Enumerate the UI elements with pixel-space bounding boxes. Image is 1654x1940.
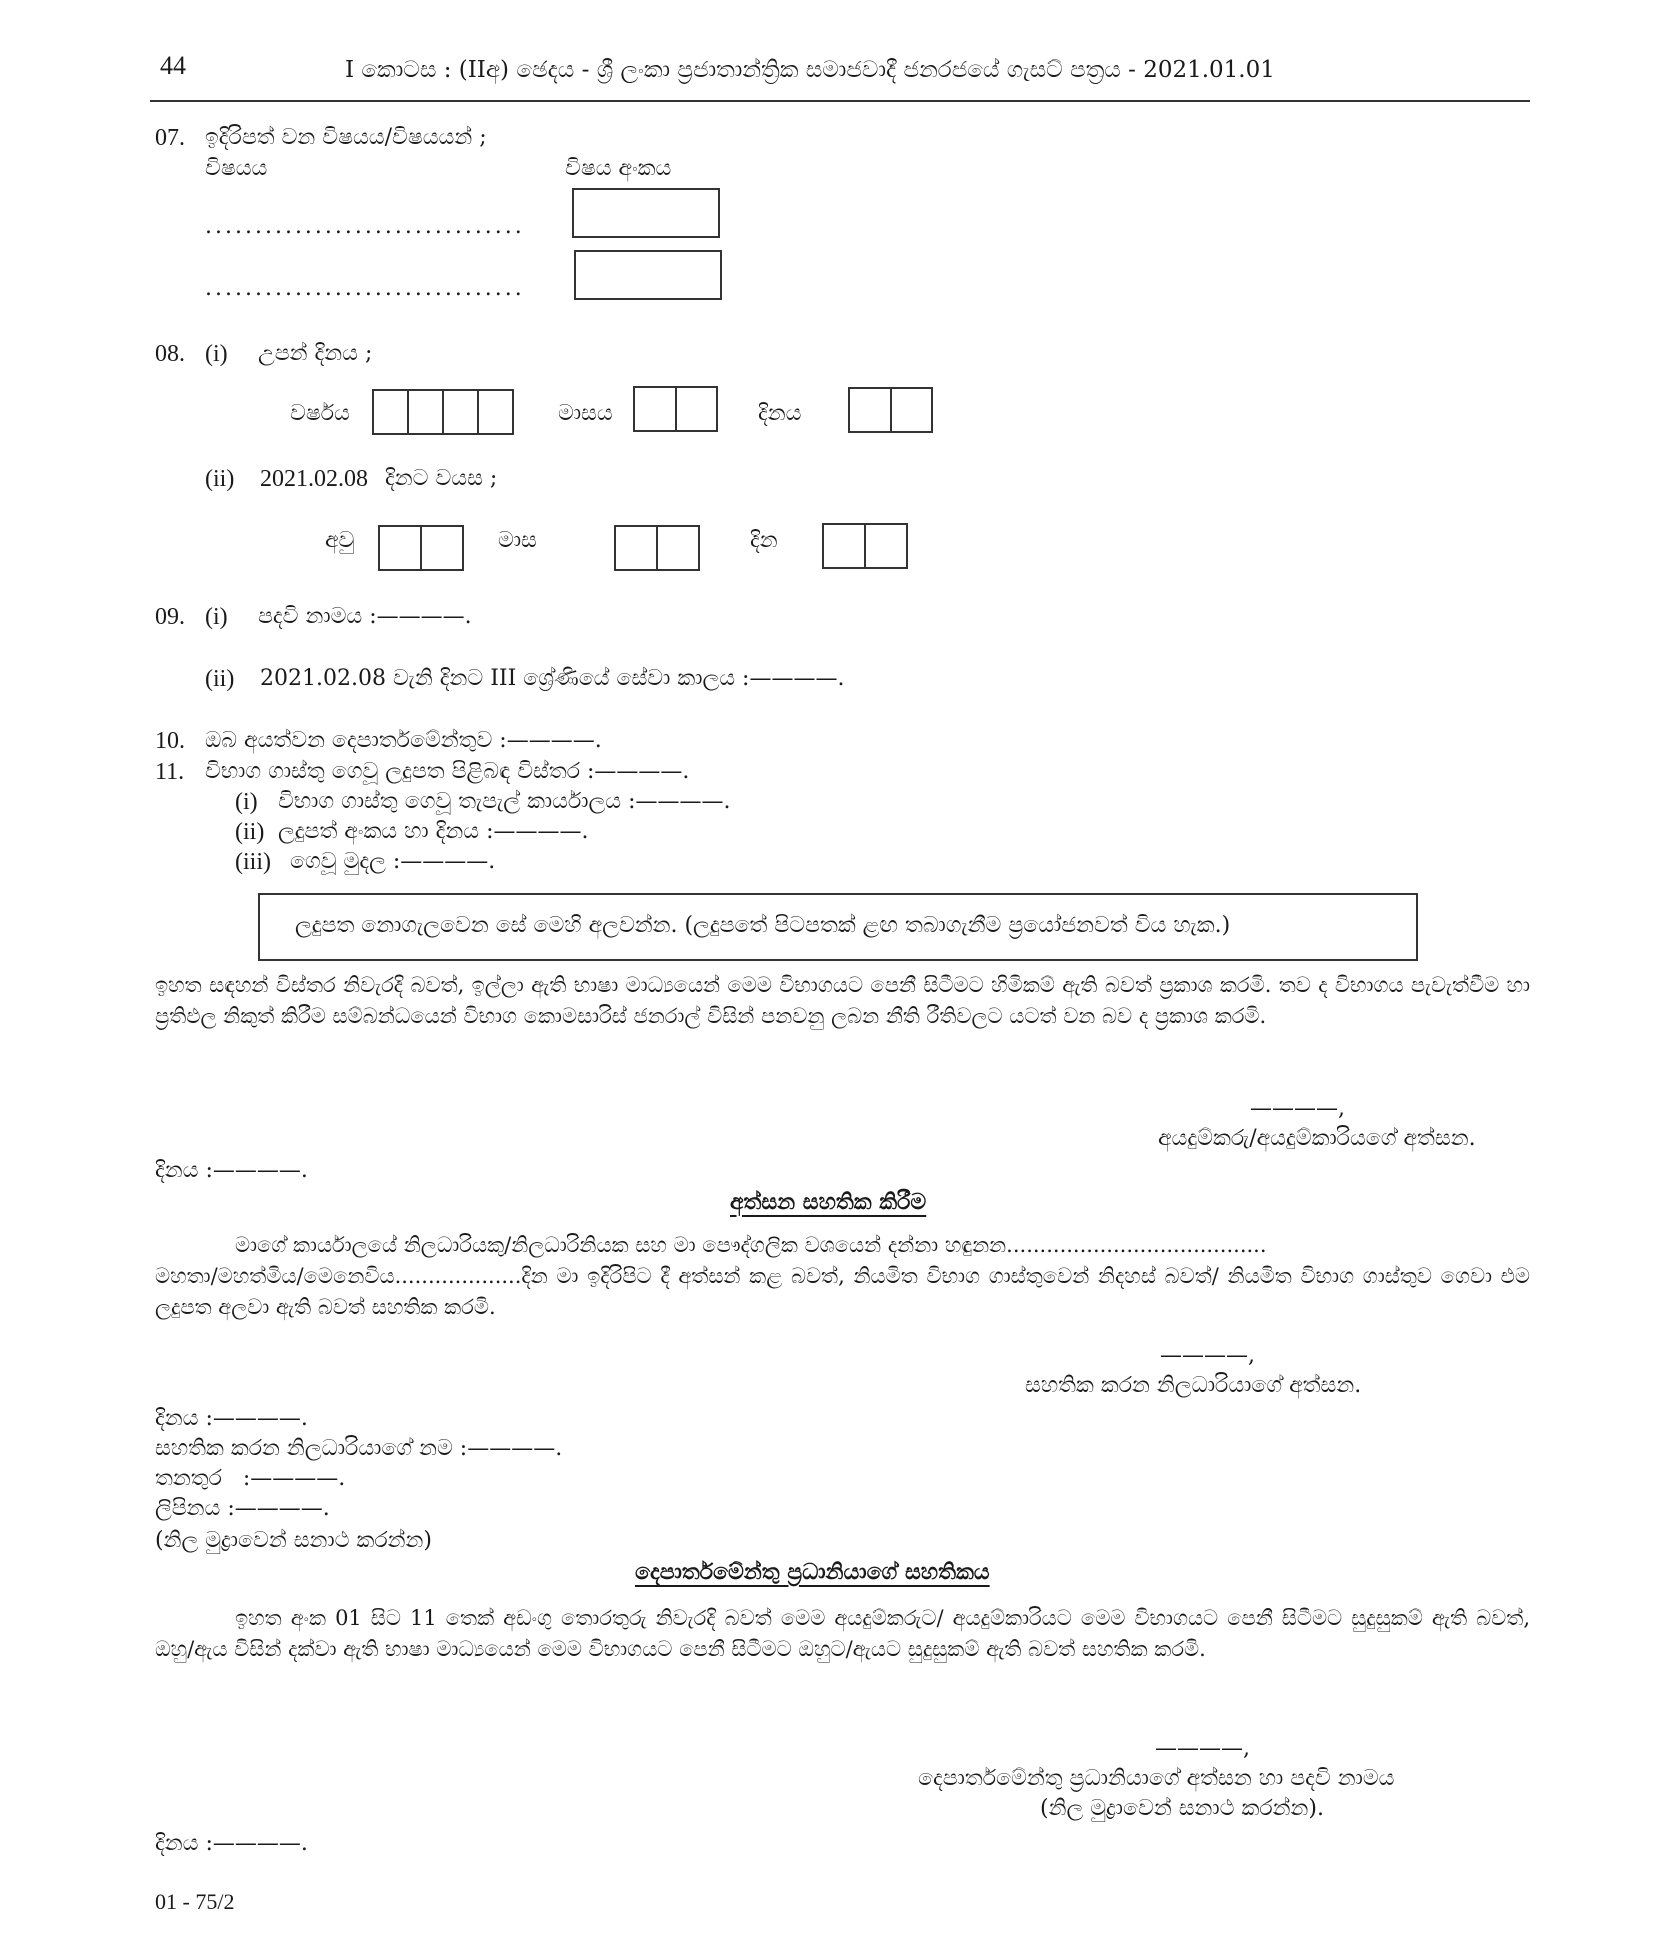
q07-subject-1-dots: ................................ xyxy=(205,214,525,239)
officer-date: දිනය :————. xyxy=(155,1406,308,1431)
head-certificate-heading: දෙපාර්තමේන්තු ප්‍රධානියාගේ සහතිකය xyxy=(635,1559,990,1585)
q11-iii-label: ගෙවූ මුදල :————. xyxy=(290,849,496,874)
q09-i-label: පදවි නාමය :————. xyxy=(258,604,472,629)
q11-ii-label: ලදුපත් අංකය හා දිනය :————. xyxy=(278,819,589,844)
q09-ii-number: (ii) xyxy=(205,666,235,692)
head-date: දිනය :————. xyxy=(155,1831,308,1856)
q08-ii-label: දිනට වයස ; xyxy=(385,466,498,491)
header-rule xyxy=(150,100,1530,102)
dob-month-boxes[interactable] xyxy=(633,386,718,432)
officer-signature-label: සහතික කරන නිලධාරියාගේ අත්සන. xyxy=(1025,1373,1362,1398)
dob-day-label: දිනය xyxy=(758,401,802,426)
dob-year-label: වර්ෂය xyxy=(290,401,350,426)
q11-label: විභාග ගාස්තු ගෙවූ ලදුපත පිළිබඳ විස්තර :————. xyxy=(205,759,690,784)
receipt-paste-instruction: ලදුපත නොගැලවෙන සේ මෙහි අලවන්න. (ලදුපතේ පිටපතක් ළඟ තබාගැනීම ප්‍රයෝජනවත් විය හැක.) xyxy=(295,913,1231,938)
age-months-boxes[interactable] xyxy=(614,525,700,571)
officer-address: ලිපිනය :————. xyxy=(155,1496,330,1521)
q07-subject-header: විෂයය xyxy=(205,156,268,181)
q07-code-header: විෂය අංකය xyxy=(565,156,672,181)
q11-i-number: (i) xyxy=(235,789,258,815)
attestation-line-1: මාගේ කාර්යාලයේ නිලධාරියකු/නිලධාරිනියක සහ මා පෞද්ගලික වශයෙන් දන්නා හඳුනන....................................... xyxy=(235,1233,1267,1257)
applicant-declaration: ඉහත සඳහන් විස්තර නිවැරදි බවත්, ඉල්ලා ඇති භාෂා මාධ්‍යයෙන් මෙම විභාගයට පෙනී සිටීමට හිමිකම් ඇති බවත් ප්‍රකාශ කරමි. තව ද විභාගය පැවැත්වීම හා ප්‍රතිඵල නිකුත් කිරීම සම්බන්ධයෙන් විභාග කොමසාරිස් ජනරාල් විසින් පනවනු ලබන නීති රීතිවලට යටත් වන බව ද ප්‍රකාශ කරමි. xyxy=(155,973,1530,1028)
q08-number: 08. xyxy=(155,341,185,367)
attestation-body: මහතා/මහත්මිය/මෙනෙවිය...................දින මා ඉදිරිපිට දී අත්සන් කළ බවත්, නියමිත විභාග ගාස්තුවෙන් නිදහස් බවත්/ නියමිත විභාග ගාස්තුව ගෙවා එම ලදුපත අලවා ඇති බවත් සහතික කරමි. xyxy=(155,1264,1530,1319)
dob-month-label: මාසය xyxy=(558,401,613,426)
applicant-signature-label: අයදුම්කරු/අයදුම්කාරියගේ අත්සන. xyxy=(1158,1126,1476,1151)
q08-i-number: (i) xyxy=(205,341,228,367)
q09-i-number: (i) xyxy=(205,604,228,630)
head-seal-note: (නිල මුද්‍රාවෙන් සනාථ කරන්න). xyxy=(1040,1796,1324,1821)
q08-ii-date: 2021.02.08 xyxy=(260,466,368,492)
q08-ii-number: (ii) xyxy=(205,466,235,492)
q07-label: ඉදිරිපත් වන විෂයය/විෂයයන් ; xyxy=(205,125,487,150)
dob-day-boxes[interactable] xyxy=(848,387,933,433)
age-years-boxes[interactable] xyxy=(378,525,464,571)
age-months-label: මාස xyxy=(498,528,537,553)
age-days-boxes[interactable] xyxy=(822,523,908,569)
page-number: 44 xyxy=(160,51,186,80)
head-certificate-body: ඉහත අංක 01 සිට 11 තෙක් අඩංගු තොරතුරු නිවැරදි බවත් මෙම අයදුම්කරුට/ අයදුම්කාරියට මෙම විභාගයට පෙනී සිටීමට සුදුසුකම් ඇති බවත්, ඔහු/ඇය විසින් දක්වා ඇති භාෂා මාධ්‍යයෙන් මෙම විභාගයට පෙනී සිටීමට ඔහුට/ඇයට සුදුසුකම් ඇති බවත් සහතික කරමි. xyxy=(155,1606,1530,1661)
q10-number: 10. xyxy=(155,728,185,754)
age-days-label: දින xyxy=(750,528,778,553)
q07-subject-2-dots: ................................ xyxy=(205,276,525,301)
q09-number: 09. xyxy=(155,604,185,630)
officer-seal-note: (නිල මුද්‍රාවෙන් සනාථ කරන්න) xyxy=(155,1528,432,1553)
footer-code: 01 - 75/2 xyxy=(155,1889,235,1914)
q10-label: ඔබ අයත්වන දෙපාර්තමේන්තුව :————. xyxy=(205,728,602,753)
officer-signature-line: ————, xyxy=(1160,1343,1255,1368)
head-signature-line: ————, xyxy=(1155,1736,1250,1761)
applicant-signature-line: ————, xyxy=(1250,1096,1345,1121)
q07-code-1-box[interactable] xyxy=(572,188,720,238)
q11-number: 11. xyxy=(155,759,185,785)
q09-ii-label: 2021.02.08 වැනි දිනට III ශ්‍රේණියේ සේවා කාලය :————. xyxy=(260,666,845,691)
q11-iii-number: (iii) xyxy=(235,849,271,875)
q07-number: 07. xyxy=(155,125,185,151)
attestation-heading: අත්සන සහතික කිරීම xyxy=(730,1189,927,1215)
head-signature-label: දෙපාර්තමේන්තු ප්‍රධානියාගේ අත්සන හා පදවි නාමය xyxy=(918,1766,1395,1791)
age-years-label: අවු xyxy=(325,528,355,553)
q11-i-label: විභාග ගාස්තු ගෙවූ තැපැල් කාර්යාලය :————. xyxy=(278,789,731,814)
applicant-date: දිනය :————. xyxy=(155,1158,308,1183)
q08-i-label: උපන් දිනය ; xyxy=(258,341,373,366)
q07-code-2-box[interactable] xyxy=(574,250,722,300)
dob-year-boxes[interactable] xyxy=(372,389,514,435)
gazette-header-title: I කොටස : (IIඅ) ඡෙදය - ශ්‍රී ලංකා ප්‍රජාතාන්ත්‍රික සමාජවාදී ජනරජයේ ගැසට් පත්‍රය - 2021.01.01 xyxy=(345,57,1275,83)
q11-ii-number: (ii) xyxy=(235,819,265,845)
officer-name: සහතික කරන නිලධාරියාගේ නම :————. xyxy=(155,1436,563,1461)
officer-designation: තනතුර :————. xyxy=(155,1466,346,1491)
